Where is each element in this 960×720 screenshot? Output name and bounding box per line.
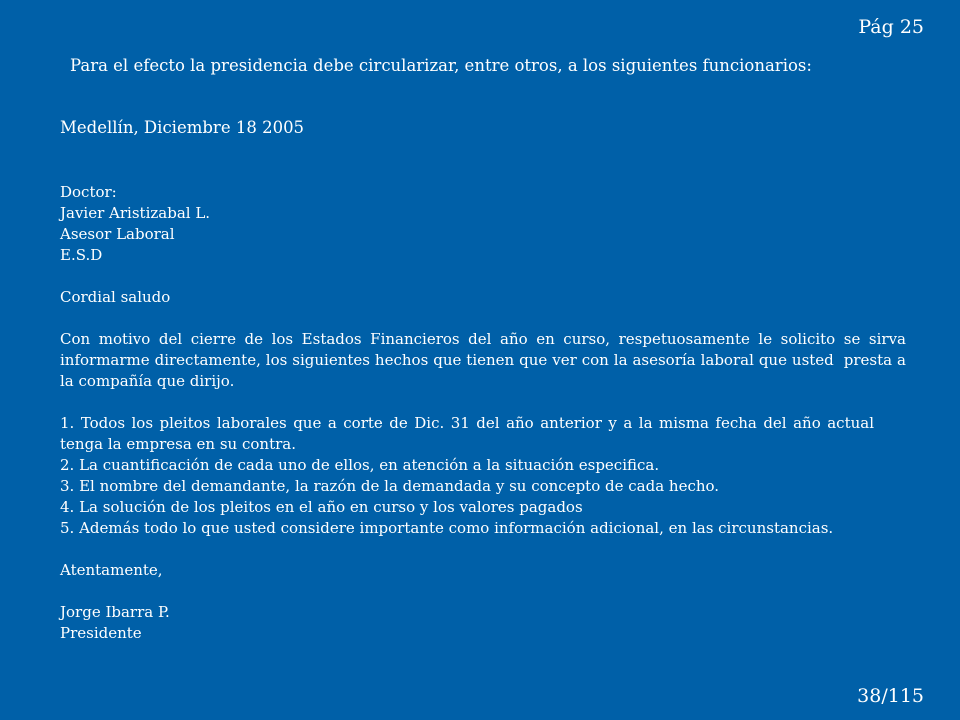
body-paragraph	[60, 329, 906, 392]
spacer	[60, 581, 906, 602]
list-item-text: El nombre del demandante, la razón de la demandada y su concepto de cada hecho.	[79, 477, 720, 495]
spacer	[60, 266, 906, 287]
signer-title: Presidente	[60, 624, 142, 642]
slide-counter: 38/115	[857, 685, 924, 707]
spacer	[60, 392, 906, 413]
list-item-3	[60, 476, 906, 497]
body-paragraph-part-b: presta a la compañía que dirijo.	[60, 351, 906, 390]
page-number-label: Pág 25	[858, 16, 924, 38]
list-item-number: 2.	[60, 456, 75, 474]
closing: Atentamente,	[60, 561, 163, 579]
body-paragraph-part-a: Con motivo del cierre de los Estados Financieros del año en curso, respetuosamente le solicito se sirva informarme directamente, los siguientes hechos que tienen que ver con la asesoría laboral que usted	[60, 330, 906, 369]
list-item-text: La cuantificación de cada uno de ellos, en atención a la situación especifica.	[79, 456, 660, 474]
recipient-abbrev: E.S.D	[60, 246, 103, 264]
recipient-position: Asesor Laboral	[60, 225, 175, 243]
list-item-1	[60, 413, 906, 455]
signer-name: Jorge Ibarra P.	[60, 603, 170, 621]
list-item-5	[60, 518, 906, 539]
letter-date: Medellín, Diciembre 18 2005	[60, 118, 305, 137]
list-item-text-part-a: Todos los pleitos laborales que a corte de Dic. 31 del año anterior y a la misma fecha del año actual	[80, 414, 874, 432]
list-item-number: 3.	[60, 477, 75, 495]
list-item-number: 1.	[60, 414, 75, 432]
list-item-text-part-b: tenga la empresa en su contra.	[60, 435, 296, 453]
letter-body	[60, 182, 906, 644]
list-item-4	[60, 497, 906, 518]
recipient-title: Doctor:	[60, 183, 117, 201]
spacer	[60, 308, 906, 329]
recipient-name: Javier Aristizabal L.	[60, 204, 211, 222]
list-item-text: Además todo lo que usted considere importante como información adicional, en las circunstancias.	[79, 519, 834, 537]
list-item-2	[60, 455, 906, 476]
spacer	[60, 539, 906, 560]
greeting: Cordial saludo	[60, 288, 171, 306]
list-item-text: La solución de los pleitos en el año en curso y los valores pagados	[79, 498, 583, 516]
list-item-number: 4.	[60, 498, 75, 516]
intro-text: Para el efecto la presidencia debe circularizar, entre otros, a los siguientes funcionarios:	[70, 56, 812, 75]
list-item-number: 5.	[60, 519, 75, 537]
